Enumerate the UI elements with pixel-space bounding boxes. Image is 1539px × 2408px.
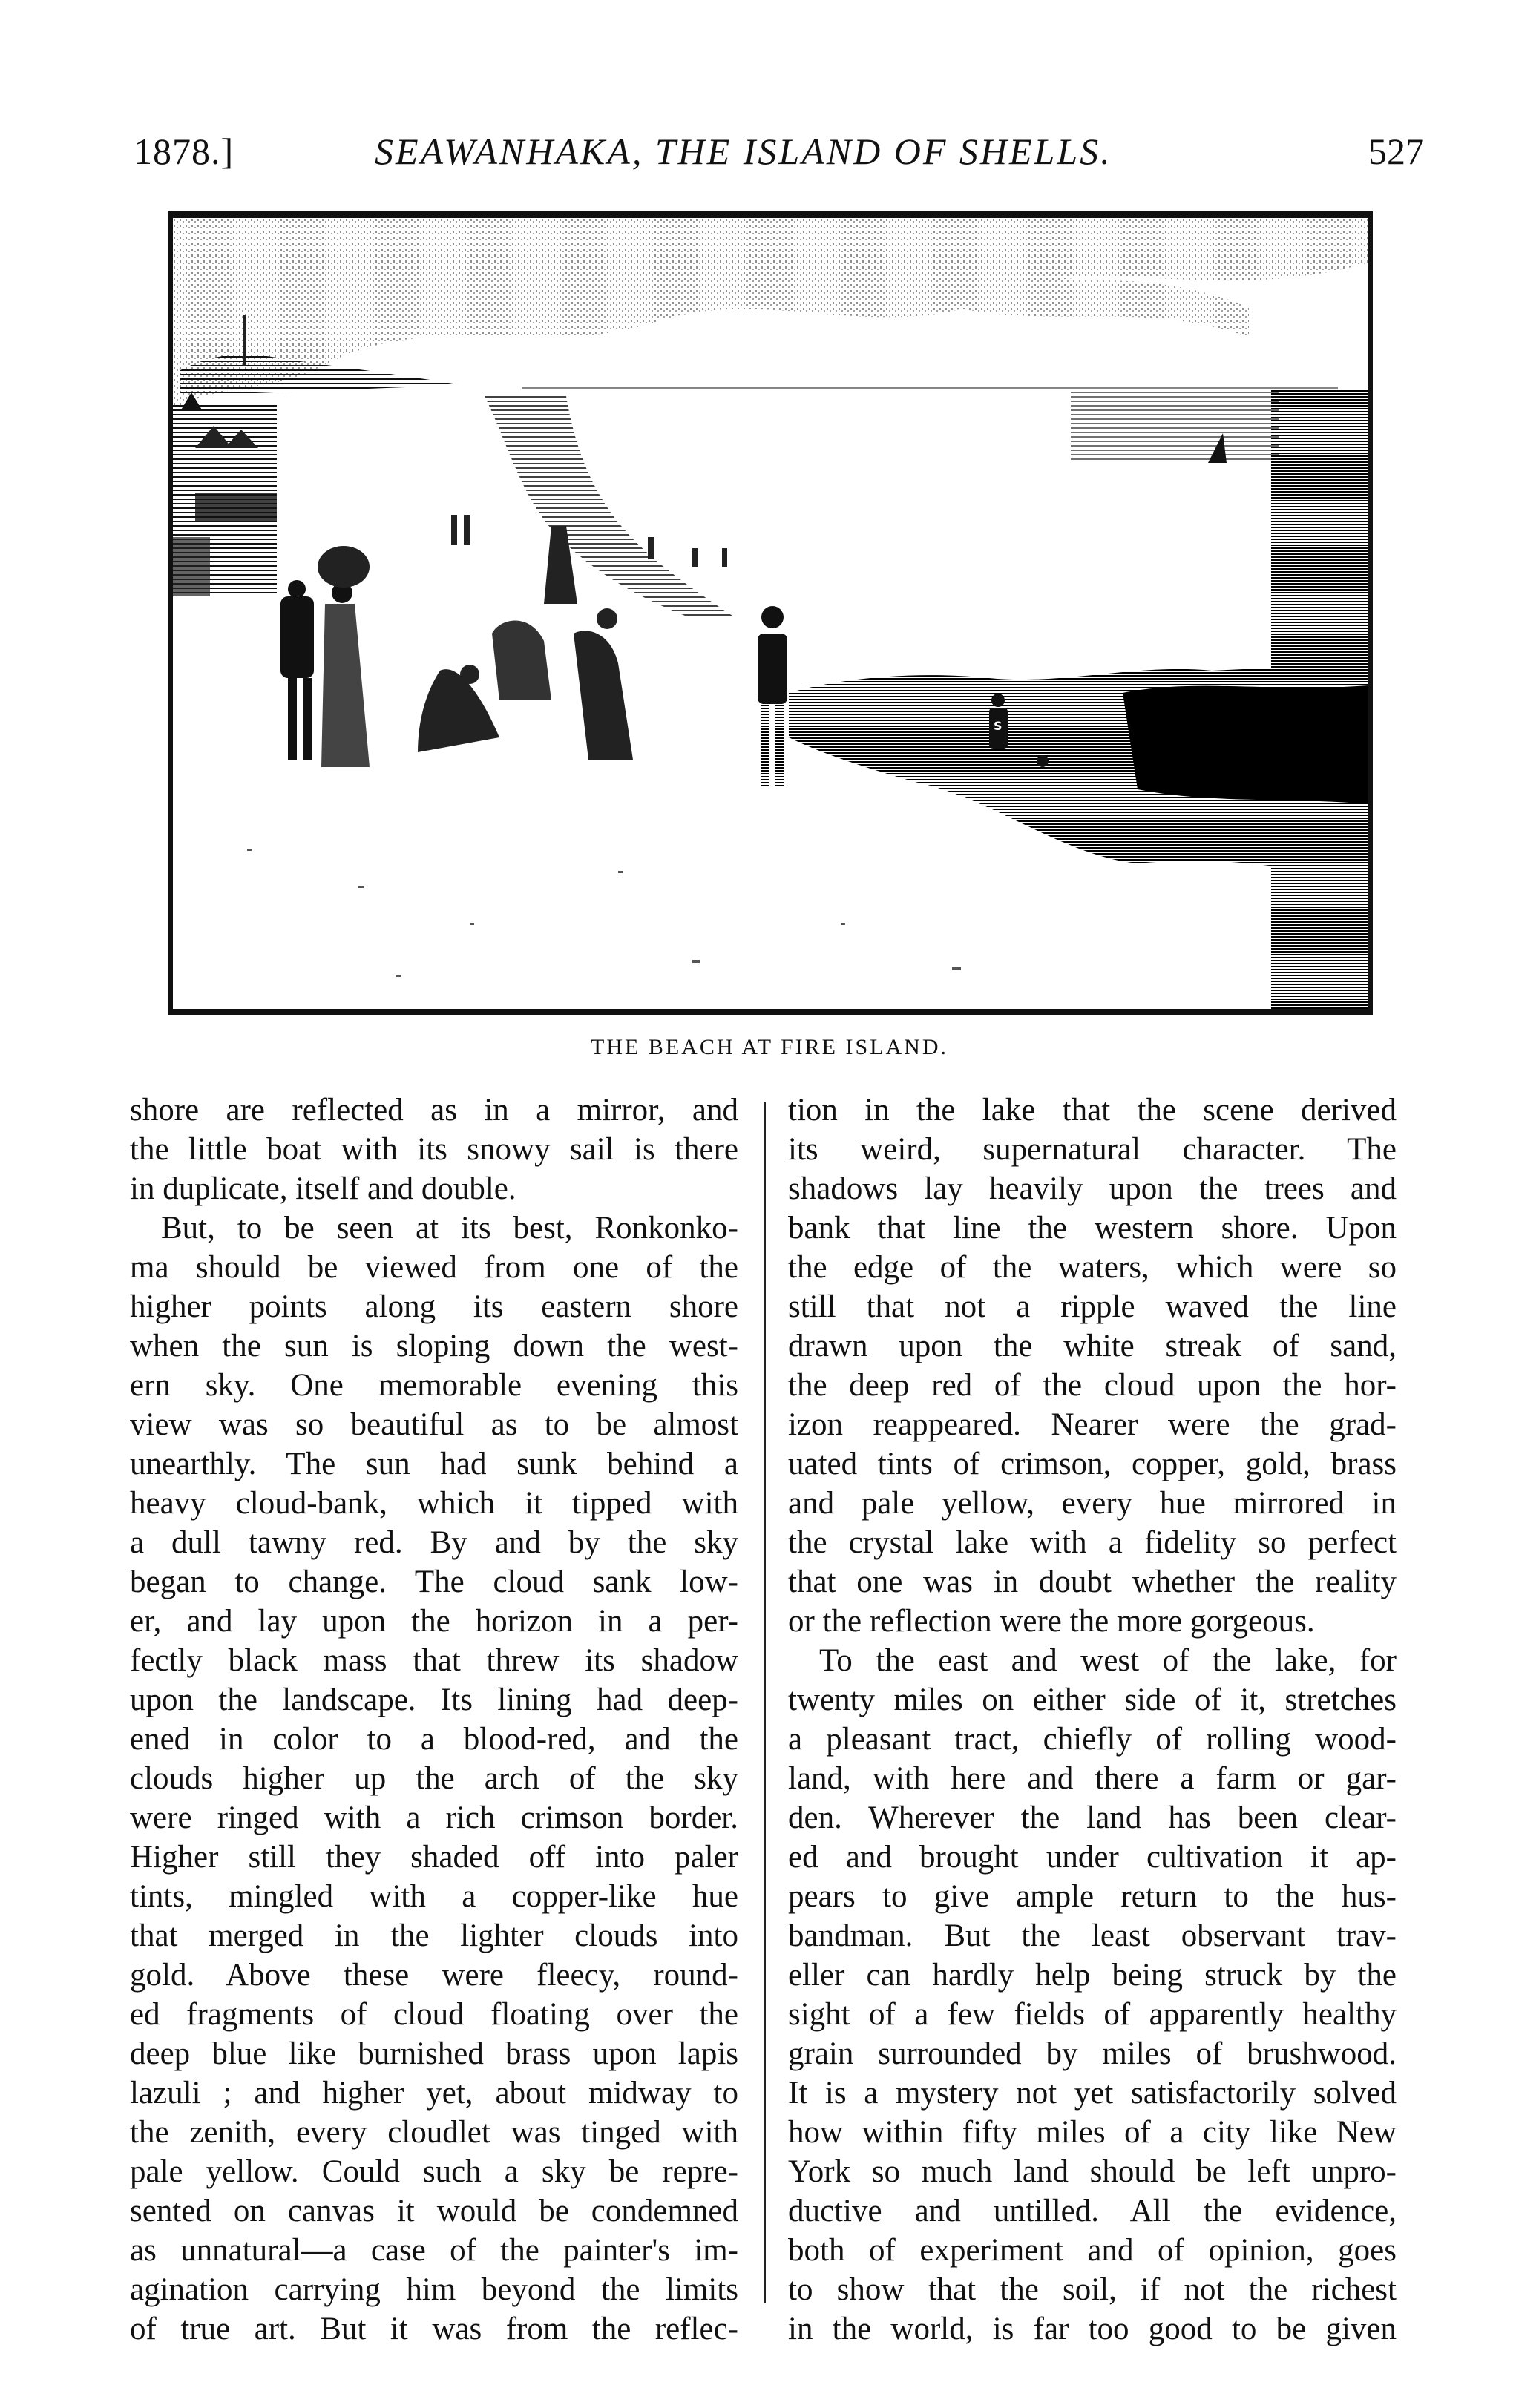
text-line: drawn upon the white streak of sand,	[788, 1329, 1397, 1363]
figure-caption: THE BEACH AT FIRE ISLAND.	[591, 1035, 948, 1059]
text-line: lazuli ; and higher yet, about midway to	[130, 2076, 738, 2111]
text-line: the zenith, every cloudlet was tinged with	[130, 2115, 738, 2150]
text-line: shore are reflected as in a mirror, and	[130, 1093, 738, 1128]
text-line: twenty miles on either side of it, stretches	[788, 1682, 1397, 1717]
text-line: uated tints of crimson, copper, gold, brass	[788, 1447, 1397, 1481]
svg-text:S: S	[994, 719, 1003, 733]
text-line: how within fifty miles of a city like New	[788, 2115, 1397, 2150]
text-line: the edge of the waters, which were so	[788, 1250, 1397, 1285]
text-line: when the sun is sloping down the west-	[130, 1329, 738, 1363]
beach-illustration	[168, 211, 1373, 1015]
text-line: pale yellow. Could such a sky be repre-	[130, 2154, 738, 2189]
text-line: that merged in the lighter clouds into	[130, 1918, 738, 1953]
text-line: of true art. But it was from the reflec-	[130, 2312, 738, 2346]
text-line: both of experiment and of opinion, goes	[788, 2233, 1397, 2268]
text-line: Higher still they shaded off into paler	[130, 1840, 738, 1875]
page-number: 527	[1368, 131, 1424, 172]
text-line: ductive and untilled. All the evidence,	[788, 2194, 1397, 2228]
text-line: were ringed with a rich crimson border.	[130, 1800, 738, 1835]
text-line: shadows lay heavily upon the trees and	[788, 1171, 1397, 1206]
sand-texture	[247, 849, 961, 977]
figure-couple	[280, 546, 370, 767]
text-line: sight of a few fields of apparently healthy	[788, 1997, 1397, 2032]
text-line: that one was in doubt whether the reality	[788, 1565, 1397, 1599]
text-line: ed and brought under cultivation it ap-	[788, 1840, 1397, 1875]
text-line: its weird, supernatural character. The	[788, 1132, 1397, 1167]
text-line: sented on canvas it would be condemned	[130, 2194, 738, 2228]
text-line: grain surrounded by miles of brushwood.	[788, 2036, 1397, 2071]
text-line: fectly black mass that threw its shadow	[130, 1643, 738, 1678]
surf-waves	[789, 663, 1368, 886]
text-line: and pale yellow, every hue mirrored in	[788, 1486, 1397, 1521]
text-column-left	[130, 1090, 738, 2349]
running-head	[0, 130, 1539, 189]
text-line: in duplicate, itself and double.	[130, 1171, 516, 1206]
text-line: clouds higher up the arch of the sky	[130, 1761, 738, 1796]
running-head-title: SEAWANHAKA, THE ISLAND OF SHELLS.	[375, 131, 1112, 172]
text-line: York so much land should be left unpro-	[788, 2154, 1397, 2189]
running-head-year: 1878.]	[134, 131, 234, 172]
text-line: a dull tawny red. By and by the sky	[130, 1525, 738, 1560]
text-line: the crystal lake with a fidelity so perfect	[788, 1525, 1397, 1560]
paragraph	[788, 1090, 1397, 1641]
text-line: land, with here and there a farm or gar-	[788, 1761, 1397, 1796]
paragraph	[130, 1208, 738, 2349]
text-line: den. Wherever the land has been clear-	[788, 1800, 1397, 1835]
text-line: the little boat with its snowy sail is there	[130, 1132, 738, 1167]
text-line: the deep red of the cloud upon the hor-	[788, 1368, 1397, 1403]
text-line: view was so beautiful as to be almost	[130, 1407, 738, 1442]
text-line: as unnatural—a case of the painter's im-	[130, 2233, 738, 2268]
text-line: ern sky. One memorable evening this	[130, 1368, 738, 1403]
engraving-artwork	[173, 218, 1368, 1009]
text-line: ened in color to a blood-red, and the	[130, 1722, 738, 1757]
text-line: tints, mingled with a copper-like hue	[130, 1879, 738, 1914]
text-line: gold. Above these were fleecy, round-	[130, 1958, 738, 1993]
text-line: began to change. The cloud sank low-	[130, 1565, 738, 1599]
text-line: bandman. But the least observant trav-	[788, 1918, 1397, 1953]
text-line: er, and lay upon the horizon in a per-	[130, 1604, 738, 1639]
text-line: bank that line the western shore. Upon	[788, 1211, 1397, 1246]
text-line: in the world, is far too good to be given	[788, 2312, 1397, 2346]
figure-seated-group	[418, 608, 633, 760]
text-line: pears to give ample return to the hus-	[788, 1879, 1397, 1914]
text-line: unearthly. The sun had sunk behind a	[130, 1447, 738, 1481]
text-line: eller can hardly help being struck by the	[788, 1958, 1397, 1993]
figure-boy	[758, 606, 787, 786]
text-line: or the reflection were the more gorgeous.	[788, 1604, 1315, 1639]
text-line: ed fragments of cloud floating over the	[130, 1997, 738, 2032]
text-line: But, to be seen at its best, Ronkonko-	[161, 1211, 738, 1246]
text-line: tion in the lake that the scene derived	[788, 1093, 1397, 1128]
text-line: To the east and west of the lake, for	[819, 1643, 1397, 1678]
text-column-right	[788, 1090, 1397, 2349]
text-line: ma should be viewed from one of the	[130, 1250, 738, 1285]
text-line: izon reappeared. Nearer were the grad-	[788, 1407, 1397, 1442]
text-line: deep blue like burnished brass upon lapis	[130, 2036, 738, 2071]
beach-houses	[173, 392, 277, 596]
shoreline	[485, 396, 737, 619]
paragraph	[788, 1641, 1397, 2349]
text-line: heavy cloud-bank, which it tipped with	[130, 1486, 738, 1521]
text-line: It is a mystery not yet satisfactorily solved	[788, 2076, 1397, 2111]
text-line: still that not a ripple waved the line	[788, 1289, 1397, 1324]
text-line: higher points along its eastern shore	[130, 1289, 738, 1324]
column-rule	[764, 1102, 766, 2303]
text-line: upon the landscape. Its lining had deep-	[130, 1682, 738, 1717]
paragraph	[130, 1090, 738, 1208]
text-line: agination carrying him beyond the limits	[130, 2272, 738, 2307]
text-line: to show that the soil, if not the richest	[788, 2272, 1397, 2307]
text-line: a pleasant tract, chiefly of rolling wood-	[788, 1722, 1397, 1757]
